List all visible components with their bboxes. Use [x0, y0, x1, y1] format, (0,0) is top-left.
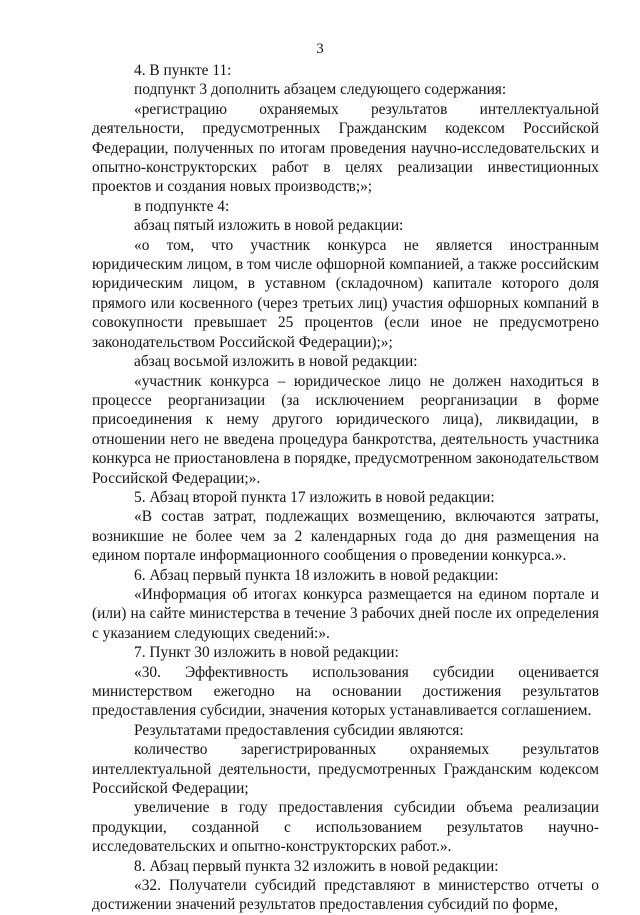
paragraph-quote-ip-registration: «регистрацию охраняемых результатов интеллектуальной деятельности, предусмотренных Гражданским кодексом Российской Федерации, полученных по итогам проведения научно-исследовательских и опытно-конструкторских работ в целях реализации инвестиционных проектов и создания новых производств;»; [92, 100, 599, 196]
page-number: 3 [316, 41, 324, 57]
paragraph-quote-costs: «В состав затрат, подлежащих возмещению, включаются затраты, возникшие не более чем за 2 календарных года до дня размещения на едином портале информационного сообщения о проведении конкурса.». [92, 508, 599, 565]
document-body [92, 61, 599, 915]
paragraph-item-5-heading: 5. Абзац второй пункта 17 изложить в новой редакции: [134, 488, 495, 506]
paragraph-subitem-3-intro: подпункт 3 дополнить абзацем следующего содержания: [134, 81, 507, 99]
paragraph-quote-offshore: «о том, что участник конкурса не является иностранным юридическим лицом, в том числе офшорной компанией, а также российским юридическим лицом, в уставном (складочном) капитале которого доля прямого или косвенного (через третьих лиц) участия офшорных компаний в совокупности превышает 25 процентов (если иное не предусмотрено законодательством Российской Федерации);»; [92, 236, 599, 351]
paragraph-item-4-heading: 4. В пункте 11: [134, 62, 232, 79]
paragraph-item-8-heading: 8. Абзац первый пункта 32 изложить в новой редакции: [134, 857, 499, 875]
paragraph-result-volume: увеличение в году предоставления субсидии объема реализации продукции, созданной с использованием результатов научно-исследовательских и опытно-конструкторских работ.». [92, 799, 599, 856]
paragraph-item-6-heading: 6. Абзац первый пункта 18 изложить в новой редакции: [134, 566, 499, 584]
paragraph-item-7-heading: 7. Пункт 30 изложить в новой редакции: [134, 644, 399, 662]
paragraph-quote-results-info: «Информация об итогах конкурса размещается на едином портале и (или) на сайте министерства в течение 3 рабочих дней после их определения с указанием следующих сведений:». [92, 585, 599, 642]
paragraph-eighth-abzac-intro: абзац восьмой изложить в новой редакции: [134, 353, 418, 371]
paragraph-result-count: количество зарегистрированных охраняемых результатов интеллектуальной деятельности, предусмотренных Гражданским кодексом Российской Федерации; [92, 741, 599, 798]
paragraph-fifth-abzac-intro: абзац пятый изложить в новой редакции: [134, 217, 404, 235]
paragraph-quote-reorganization: «участник конкурса – юридическое лицо не должен находиться в процессе реорганизации (за исключением реорганизации в форме присоединения к нему другого юридического лица), ликвидации, в отношении него не введена процедура банкротства, деятельность участника конкурса не приостановлена в порядке, предусмотренном законодательством Российской Федерации;». [92, 372, 599, 487]
paragraph-quote-efficiency: «30. Эффективность использования субсидии оценивается министерством ежегодно на основании достижения результатов предоставления субсидии, значения которых устанавливается соглашением. [92, 663, 599, 720]
paragraph-subitem-4-intro: в подпункте 4: [134, 197, 230, 215]
paragraph-quote-reports: «32. Получатели субсидий представляют в министерство отчеты о достижении значений результатов предоставления субсидий по форме, [92, 877, 599, 914]
paragraph-results-intro: Результатами предоставления субсидии являются: [134, 721, 464, 739]
